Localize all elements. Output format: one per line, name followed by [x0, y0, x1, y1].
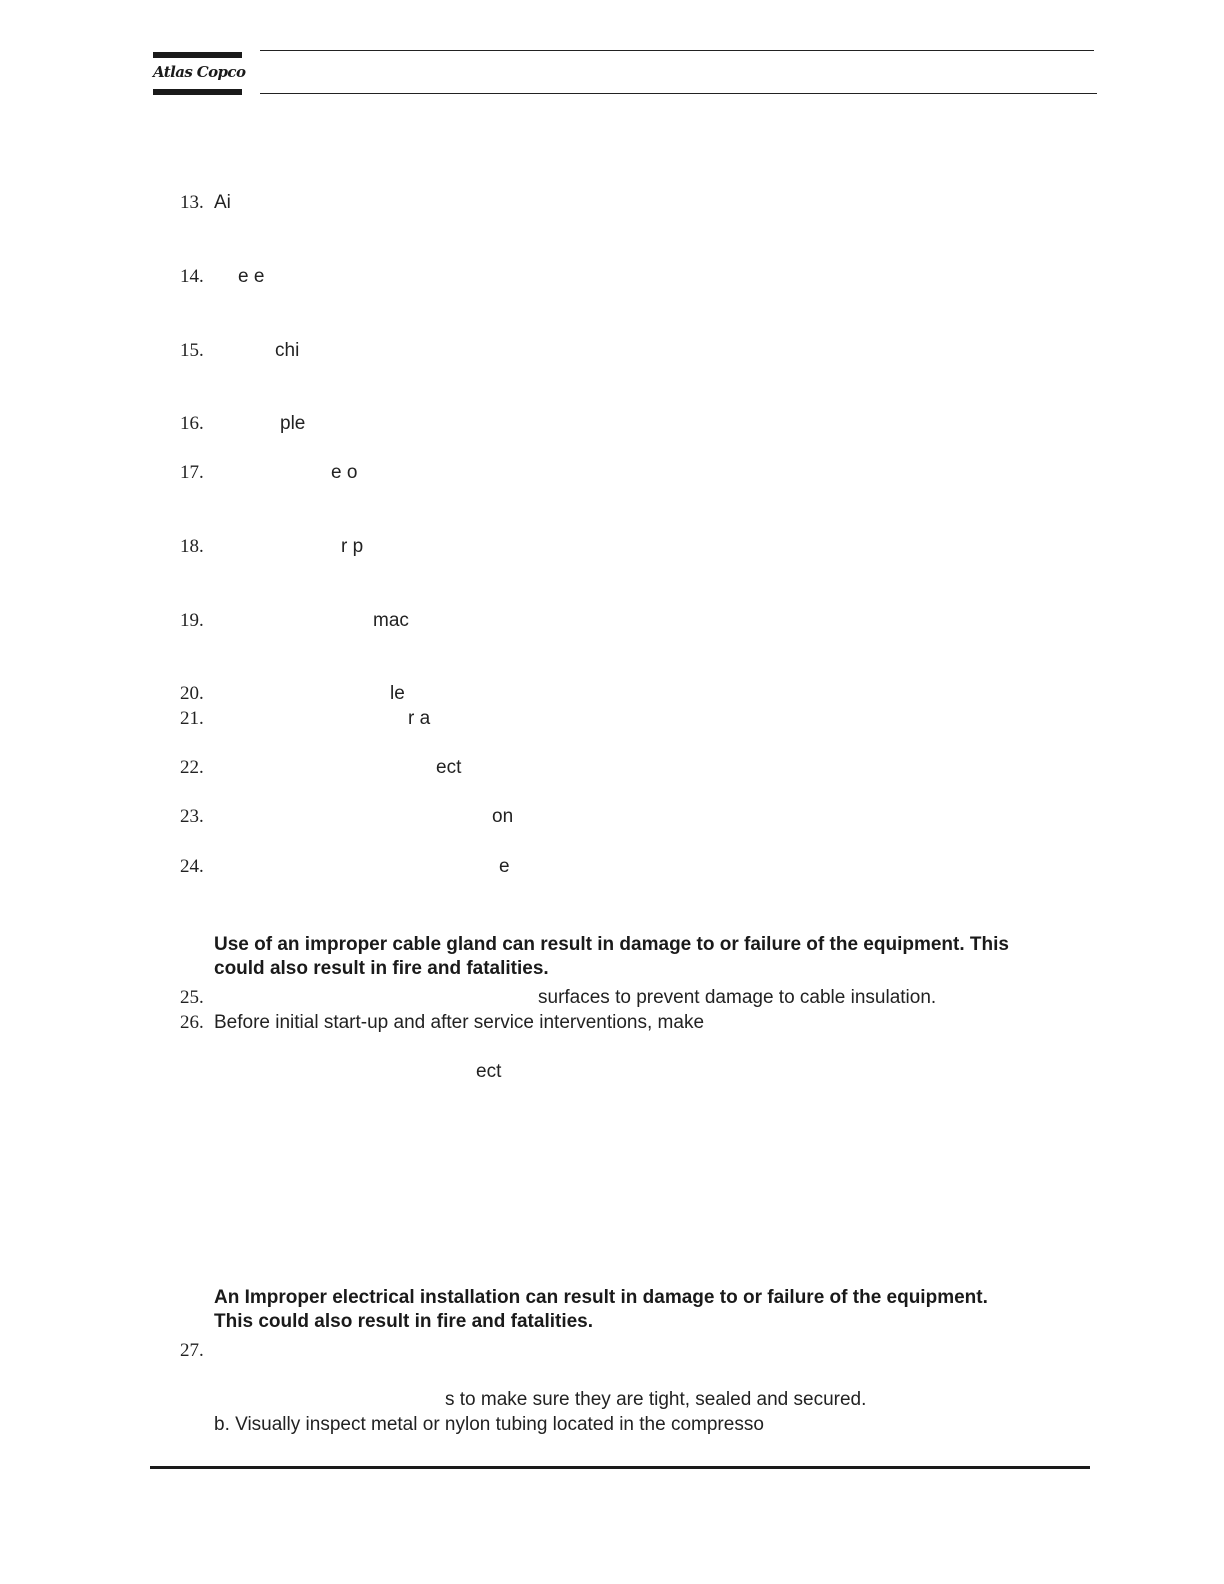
logo-top-bar — [153, 52, 242, 58]
footer-rule — [150, 1466, 1090, 1469]
item-20-number: 20. — [180, 683, 204, 704]
item-27-text-a: s to make sure they are tight, sealed and secured. — [445, 1389, 867, 1410]
logo-wordmark: Atlas Copco — [153, 63, 246, 81]
item-24-number: 24. — [180, 856, 204, 877]
item-27-text-b: b. Visually inspect metal or nylon tubing located in the compresso — [214, 1414, 764, 1435]
item-14-text: e e — [238, 266, 265, 287]
warning-cable-gland-line1: Use of an improper cable gland can result in damage to or failure of the equipment. This — [214, 934, 1009, 955]
header-rule-bottom — [260, 93, 1097, 94]
header-rule-top — [260, 50, 1094, 51]
warning-electrical — [214, 1286, 1094, 1334]
warning-cable-gland-line2: could also result in fire and fatalities. — [214, 958, 549, 979]
item-18-text: r p — [341, 536, 364, 557]
warning-electrical-line1: An Improper electrical installation can result in damage to or failure of the equipment. — [214, 1287, 988, 1308]
item-26-number: 26. — [180, 1012, 204, 1033]
logo-bottom-bar — [153, 89, 242, 95]
atlas-copco-logo — [153, 52, 246, 96]
item-15-number: 15. — [180, 340, 204, 361]
item-14-number: 14. — [180, 266, 204, 287]
item-21-text: r a — [408, 708, 431, 729]
item-22-number: 22. — [180, 757, 204, 778]
item-16-number: 16. — [180, 413, 204, 434]
item-23-text: on — [492, 806, 514, 827]
item-15-text: chi — [275, 340, 300, 361]
warning-cable-gland — [214, 933, 1094, 981]
item-13-number: 13. — [180, 192, 204, 213]
item-21-number: 21. — [180, 708, 204, 729]
item-24-text: e — [499, 856, 510, 877]
item-13-text: Ai — [214, 192, 231, 213]
item-26-text: Before initial start-up and after service interventions, make — [214, 1012, 705, 1033]
item-16-text: ple — [280, 413, 306, 434]
item-19-text: mac — [373, 610, 409, 631]
warning-electrical-line2: This could also result in fire and fatalities. — [214, 1311, 594, 1332]
item-17-text: e o — [331, 462, 358, 483]
item-17-number: 17. — [180, 462, 204, 483]
item-27-number: 27. — [180, 1340, 204, 1361]
item-25-number: 25. — [180, 987, 204, 1008]
item-26-continuation: ect — [476, 1061, 502, 1082]
item-18-number: 18. — [180, 536, 204, 557]
item-23-number: 23. — [180, 806, 204, 827]
item-19-number: 19. — [180, 610, 204, 631]
item-22-text: ect — [436, 757, 462, 778]
item-20-text: le — [390, 683, 405, 704]
item-25-text: surfaces to prevent damage to cable insulation. — [538, 987, 937, 1008]
